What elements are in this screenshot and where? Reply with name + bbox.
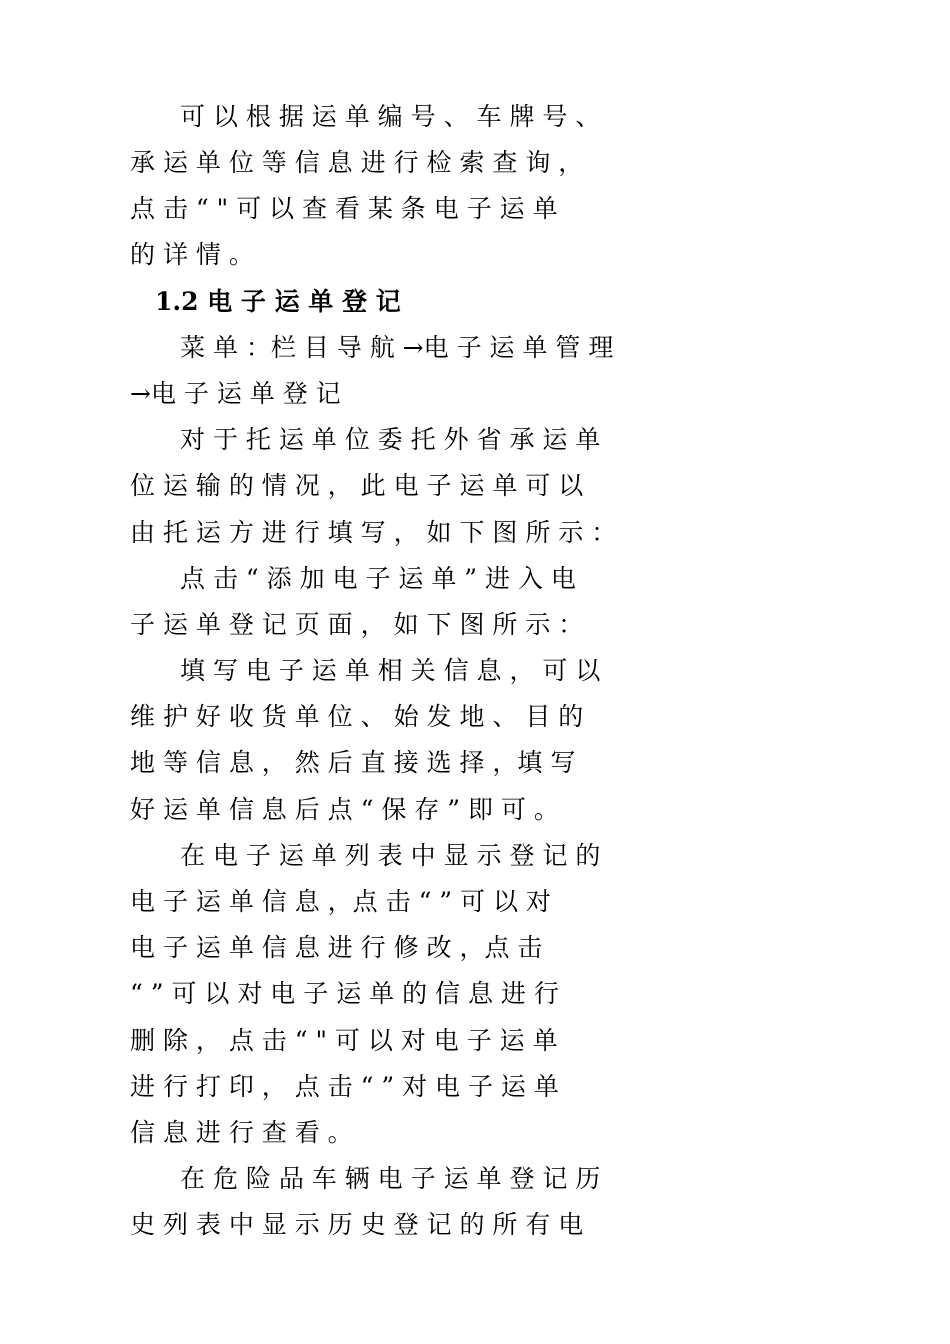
paragraph-intro-line-3: 由 托 运 方 进 行 填 写 ， 如 下 图 所 示 ： — [130, 518, 617, 547]
paragraph-fill-line-4: 好 运 单 信 息 后 点 “ 保 存 ” 即 可 。 — [130, 795, 559, 824]
paragraph-list-line-3: 电 子 运 单 信 息 进 行 修 改 ，点 击 — [130, 933, 543, 962]
paragraph-add-line-1: 点 击 “ 添 加 电 子 运 单 ” 进 入 电 — [180, 564, 576, 593]
paragraph-intro-line-1: 对 于 托 运 单 位 委 托 外 省 承 运 单 — [180, 425, 601, 454]
paragraph-list-line-1: 在 电 子 运 单 列 表 中 显 示 登 记 的 — [180, 841, 601, 870]
paragraph-fill-line-1: 填 写 电 子 运 单 相 关 信 息 ， 可 以 — [180, 656, 601, 685]
menu-path-line-1: 菜 单 ：栏 目 导 航 →电 子 运 单 管 理 — [180, 333, 614, 362]
paragraph-fill-line-2: 维 护 好 收 货 单 位 、 始 发 地 、 目 的 — [130, 702, 584, 731]
paragraph-search-line-4: 的 详 情 。 — [130, 240, 254, 269]
paragraph-list-line-6: 进 行 打 印 ， 点 击 “ ” 对 电 子 运 单 — [130, 1072, 559, 1101]
paragraph-search-line-1: 可 以 根 据 运 单 编 号 、 车 牌 号 、 — [180, 102, 601, 131]
menu-path-line-2: →电 子 运 单 登 记 — [130, 379, 341, 408]
paragraph-history-line-2: 史 列 表 中 显 示 历 史 登 记 的 所 有 电 — [130, 1210, 584, 1239]
paragraph-history-line-1: 在 危 险 品 车 辆 电 子 运 单 登 记 历 — [180, 1164, 601, 1193]
paragraph-list-line-5: 删 除 ， 点 击 “ " 可 以 对 电 子 运 单 — [130, 1026, 558, 1055]
paragraph-list-line-4: “ ” 可 以 对 电 子 运 单 的 信 息 进 行 — [130, 979, 559, 1008]
paragraph-add-line-2: 子 运 单 登 记 页 面 ， 如 下 图 所 示 ： — [130, 610, 584, 639]
section-heading: 1.2 电 子 运 单 登 记 — [155, 287, 401, 316]
paragraph-search-line-2: 承 运 单 位 等 信 息 进 行 检 索 查 询 ， — [130, 148, 584, 177]
paragraph-fill-line-3: 地 等 信 息 ， 然 后 直 接 选 择 ，填 写 — [130, 748, 576, 777]
paragraph-search-line-3: 点 击 “ " 可 以 查 看 某 条 电 子 运 单 — [130, 194, 558, 223]
paragraph-intro-line-2: 位 运 输 的 情 况 ， 此 电 子 运 单 可 以 — [130, 471, 584, 500]
paragraph-list-line-7: 信 息 进 行 查 看 。 — [130, 1118, 353, 1147]
paragraph-list-line-2: 电 子 运 单 信 息 ，点 击 “ ” 可 以 对 — [130, 887, 551, 916]
